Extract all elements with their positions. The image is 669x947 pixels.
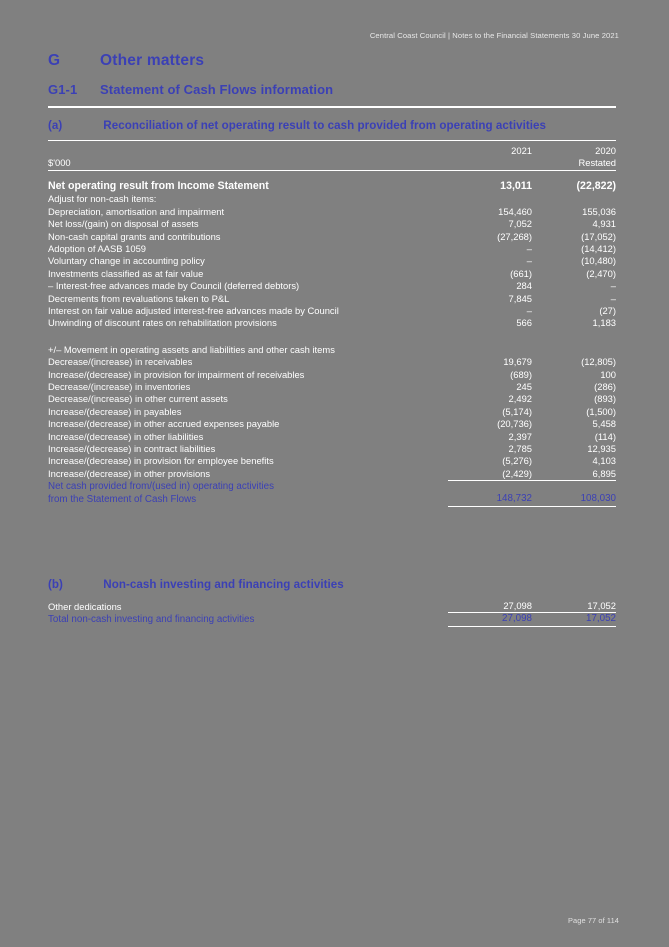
- row-label: Depreciation, amortisation and impairment: [48, 205, 225, 217]
- row-value-2020: 17,052: [532, 600, 616, 613]
- row-value-2020: (2,470): [586, 267, 616, 279]
- table-row: [48, 369, 616, 381]
- table-header-units: [48, 157, 616, 170]
- row-value-2021: –: [526, 242, 532, 254]
- page-footer: Page 77 of 114: [568, 916, 619, 925]
- row-value-2021: 2,397: [508, 430, 532, 442]
- table-row: [48, 180, 616, 194]
- part-b-title: Non-cash investing and financing activities: [103, 578, 344, 591]
- table-row: [48, 418, 616, 430]
- total-label: Total non-cash investing and financing activities: [48, 613, 255, 625]
- noncash-activities-table: [48, 600, 616, 627]
- row-value-2021: (27,268): [497, 230, 532, 242]
- row-label: Increase/(decrease) in provision for employee benefits: [48, 455, 274, 467]
- table-row: [48, 255, 616, 267]
- row-value-2020: –: [610, 280, 616, 292]
- row-value-2020: 155,036: [582, 205, 616, 217]
- row-value-2021: 2,785: [508, 443, 532, 455]
- table-header-years: [48, 145, 616, 157]
- row-value-2021: (5,276): [502, 455, 532, 467]
- row-value-2020: (893): [594, 393, 616, 405]
- row-label: Net operating result from Income Statement: [48, 179, 269, 192]
- part-a-title: Reconciliation of net operating result to cash provided from operating activities: [103, 119, 547, 132]
- row-value-2021: 284: [516, 280, 532, 292]
- table-row: [48, 381, 616, 393]
- row-value-2021: 7,845: [508, 292, 532, 304]
- row-label: Increase/(decrease) in other provisions: [48, 468, 211, 480]
- spacer-row: [48, 170, 616, 180]
- document-header: Central Coast Council | Notes to the Financial Statements 30 June 2021: [369, 31, 619, 40]
- row-value-2020: 5,458: [592, 418, 616, 430]
- row-label: Decrease/(increase) in other current assets: [48, 393, 228, 405]
- reconciliation-table: [48, 140, 616, 507]
- section-heading-g: [48, 52, 204, 70]
- row-value-2021: 19,679: [503, 356, 532, 368]
- header-year-2020: 2020: [595, 145, 616, 156]
- row-value-2021: 154,460: [498, 205, 532, 217]
- subsection-title: Statement of Cash Flows information: [100, 82, 334, 97]
- row-value-2021: 13,011: [500, 179, 532, 192]
- header-blank: [48, 145, 448, 157]
- part-a-number: (a): [48, 119, 63, 132]
- table-row: [48, 231, 616, 243]
- table-row: [48, 305, 616, 317]
- row-label: Increase/(decrease) in payables: [48, 405, 182, 417]
- row-label: – Interest-free advances made by Council (deferred debtors): [48, 280, 300, 292]
- row-label: Non-cash capital grants and contributions: [48, 230, 221, 242]
- noncash-heading: Adjust for non-cash items:: [48, 193, 157, 205]
- row-value-2021: 566: [516, 317, 532, 329]
- row-label: Decrease/(increase) in receivables: [48, 356, 193, 368]
- header-year-2021: 2021: [511, 145, 532, 156]
- row-value-2021: –: [526, 304, 532, 316]
- row-label: Voluntary change in accounting policy: [48, 255, 205, 267]
- total-value-2020: 17,052: [532, 613, 616, 626]
- row-value-2021: (689): [510, 368, 532, 380]
- row-value-2020: (1,500): [586, 405, 616, 417]
- row-value-2020: (10,480): [581, 255, 616, 267]
- row-value-2021: [448, 344, 532, 356]
- header-note-2021: [448, 157, 532, 170]
- units-label: $'000: [48, 157, 448, 170]
- row-value-2020: (114): [594, 430, 616, 442]
- table-row: [48, 268, 616, 280]
- total-label-line1: Net cash provided from/(used in) operating activities: [48, 480, 274, 492]
- total-rule-2021: [448, 481, 532, 493]
- table-row: [48, 293, 616, 305]
- row-value-2021: 27,098: [448, 600, 532, 613]
- movement-heading: +/– Movement in operating assets and liabilities and other cash items: [48, 343, 335, 355]
- total-value-2020: 108,030: [532, 493, 616, 506]
- part-b-number: (b): [48, 578, 63, 591]
- table-row: [48, 393, 616, 405]
- row-label: Adoption of AASB 1059: [48, 242, 146, 254]
- table-row: [48, 243, 616, 255]
- row-value-2021: (20,736): [497, 418, 532, 430]
- row-value-2021: 2,492: [508, 393, 532, 405]
- total-row-line2: [48, 493, 616, 506]
- table-row: [48, 443, 616, 455]
- section-number: G: [48, 52, 61, 69]
- row-value-2020: (286): [594, 381, 616, 392]
- row-value-2020: [532, 344, 616, 356]
- row-value-2020: (12,805): [581, 356, 616, 368]
- row-value-2021: 245: [516, 381, 532, 392]
- row-label: Increase/(decrease) in contract liabilities: [48, 443, 216, 455]
- row-value-2021: –: [526, 255, 532, 267]
- total-label-line2: from the Statement of Cash Flows: [48, 493, 197, 505]
- total-value-2021: 27,098: [448, 613, 532, 626]
- table-row: [48, 317, 616, 329]
- table-row: [48, 193, 616, 205]
- table-row: [48, 356, 616, 368]
- table-row: [48, 600, 616, 613]
- table-row: [48, 218, 616, 230]
- row-value-2020: 100: [600, 368, 616, 380]
- row-value-2020: (22,822): [576, 179, 616, 192]
- row-label: Net loss/(gain) on disposal of assets: [48, 218, 199, 230]
- row-value-2021: (661): [510, 267, 532, 279]
- row-value-2020: –: [610, 292, 616, 304]
- table-row: [48, 280, 616, 292]
- row-value-2021: (2,429): [502, 467, 532, 479]
- table-row: [48, 468, 616, 481]
- heading-divider: [48, 106, 616, 108]
- row-value-2020: 6,895: [592, 467, 616, 479]
- row-value-2020: (17,052): [581, 230, 616, 242]
- table-row: [48, 431, 616, 443]
- row-label: Increase/(decrease) in other accrued expenses payable: [48, 418, 280, 430]
- row-label: Interest on fair value adjusted interest-free advances made by Council: [48, 304, 339, 316]
- row-value-2021: [448, 193, 532, 205]
- row-value-2020: (27): [599, 304, 616, 316]
- row-label: Investments classified as at fair value: [48, 267, 204, 279]
- row-label: Other dedications: [48, 600, 122, 612]
- row-value-2020: (14,412): [581, 242, 616, 254]
- table-row: [48, 206, 616, 218]
- part-b-heading: [48, 578, 344, 591]
- total-row-line1: [48, 481, 616, 493]
- row-value-2020: 12,935: [587, 443, 616, 455]
- part-a-heading: [48, 119, 546, 132]
- row-label: Increase/(decrease) in other liabilities: [48, 430, 204, 442]
- row-value-2020: [532, 193, 616, 205]
- subsection-number: G1-1: [48, 82, 78, 97]
- total-rule-2020: [532, 481, 616, 493]
- table-row: [48, 344, 616, 356]
- row-label: Decrease/(increase) in inventories: [48, 381, 191, 392]
- total-value-2021: 148,732: [448, 493, 532, 506]
- header-note-restated: Restated: [532, 157, 616, 170]
- total-row: [48, 613, 616, 626]
- row-label: Unwinding of discount rates on rehabilitation provisions: [48, 317, 277, 329]
- table-row: [48, 406, 616, 418]
- table-row: [48, 455, 616, 467]
- spacer-row: [48, 330, 616, 344]
- section-heading-g1-1: [48, 82, 333, 97]
- row-label: Increase/(decrease) in provision for impairment of receivables: [48, 368, 305, 380]
- row-label: Decrements from revaluations taken to P&L: [48, 292, 230, 304]
- section-title: Other matters: [100, 52, 205, 69]
- row-value-2020: 4,931: [592, 218, 616, 230]
- row-value-2021: 7,052: [508, 218, 532, 230]
- row-value-2021: (5,174): [502, 405, 532, 417]
- row-value-2020: 1,183: [592, 317, 616, 329]
- row-value-2020: 4,103: [592, 455, 616, 467]
